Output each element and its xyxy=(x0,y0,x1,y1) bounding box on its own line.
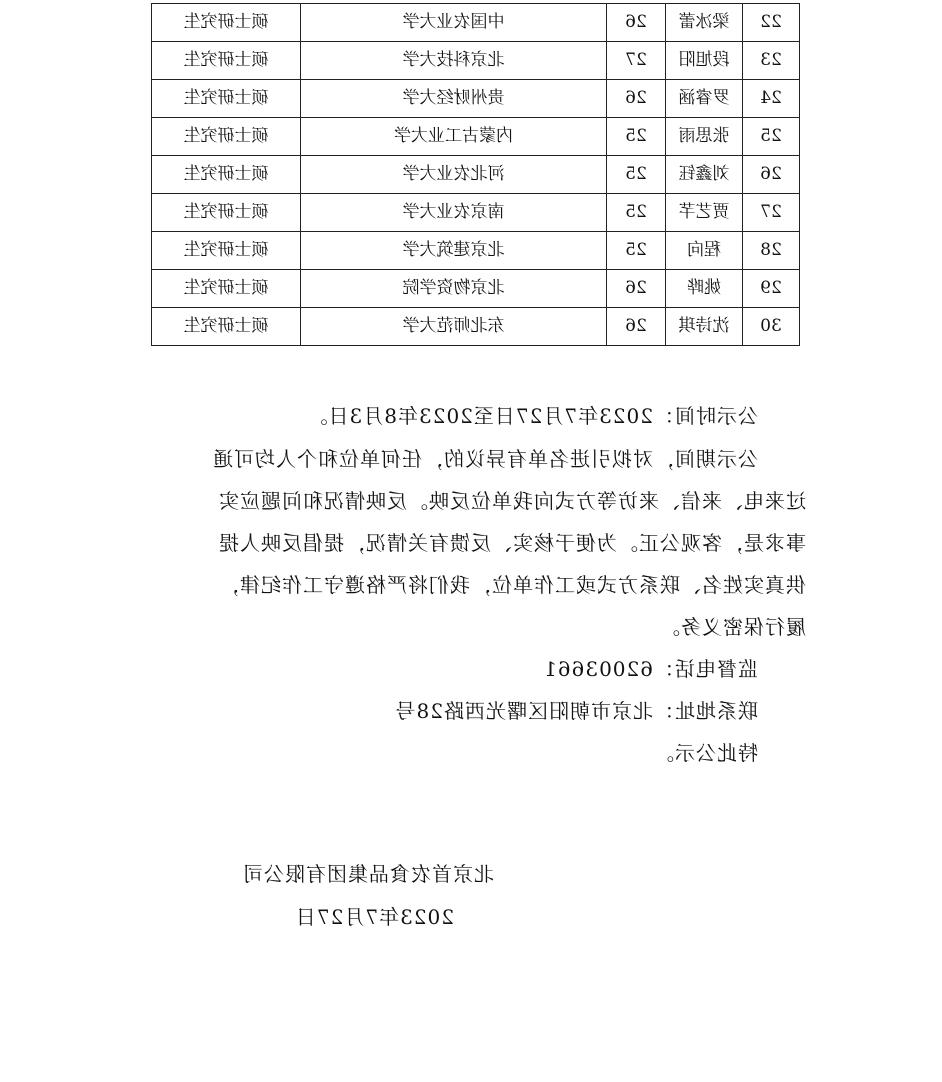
cell-school: 北京建筑大学 xyxy=(301,232,607,270)
table-row xyxy=(152,118,800,156)
table-row xyxy=(152,194,800,232)
cell-degree: 硕士研究生 xyxy=(152,118,301,156)
cell-name: 段旭阳 xyxy=(666,42,743,80)
cell-school: 北京科技大学 xyxy=(301,42,607,80)
cell-name: 贾艺芊 xyxy=(666,194,743,232)
cell-no: 26 xyxy=(743,156,800,194)
cell-degree: 硕士研究生 xyxy=(152,80,301,118)
notice-body-line: 事求是，客观公正。为便于核实、反馈有关情况，提倡反映人提 xyxy=(218,531,806,555)
notice-body-line: 供真实姓名、联系方式或工作单位，我们将严格遵守工作纪律， xyxy=(218,573,806,597)
cell-degree: 硕士研究生 xyxy=(152,156,301,194)
cell-degree: 硕士研究生 xyxy=(152,232,301,270)
cell-name: 张思雨 xyxy=(666,118,743,156)
cell-name: 梁冰蕾 xyxy=(666,4,743,42)
candidate-table-body xyxy=(152,4,800,346)
cell-age: 26 xyxy=(607,80,666,118)
cell-age: 26 xyxy=(607,270,666,308)
table-row xyxy=(152,42,800,80)
cell-degree: 硕士研究生 xyxy=(152,308,301,346)
cell-school: 中国农业大学 xyxy=(301,4,607,42)
cell-school: 南京农业大学 xyxy=(301,194,607,232)
supervision-phone: 监督电话：62003661 xyxy=(543,657,758,681)
cell-no: 24 xyxy=(743,80,800,118)
cell-age: 25 xyxy=(607,118,666,156)
notice-body-line: 公示期间，对拟引进名单有异议的，任何单位和个人均可通 xyxy=(212,447,758,471)
notice-body-line: 履行保密义务。 xyxy=(659,615,806,639)
notice-closing: 特此公示。 xyxy=(653,741,758,765)
cell-degree: 硕士研究生 xyxy=(152,270,301,308)
cell-age: 26 xyxy=(607,4,666,42)
cell-name: 罗睿涵 xyxy=(666,80,743,118)
table-row xyxy=(152,308,800,346)
table-row xyxy=(152,270,800,308)
cell-name: 沈诗琪 xyxy=(666,308,743,346)
contact-address: 联系地址：北京市朝阳区曙光西路28号 xyxy=(394,699,758,723)
cell-no: 28 xyxy=(743,232,800,270)
cell-degree: 硕士研究生 xyxy=(152,42,301,80)
cell-no: 23 xyxy=(743,42,800,80)
cell-name: 刘鑫钰 xyxy=(666,156,743,194)
notice-period: 公示时间：2023年7月27日至2023年8月3日。 xyxy=(306,404,758,428)
notice-body-line: 过来电、来信、来访等方式向我单位反映。反映情况和问题应实 xyxy=(218,489,806,513)
table-row xyxy=(152,4,800,42)
cell-age: 27 xyxy=(607,42,666,80)
cell-no: 30 xyxy=(743,308,800,346)
cell-age: 26 xyxy=(607,308,666,346)
cell-age: 25 xyxy=(607,232,666,270)
cell-degree: 硕士研究生 xyxy=(152,194,301,232)
cell-name: 姚晔 xyxy=(666,270,743,308)
cell-no: 27 xyxy=(743,194,800,232)
cell-name: 程向 xyxy=(666,232,743,270)
cell-age: 25 xyxy=(607,194,666,232)
table-row xyxy=(152,80,800,118)
cell-no: 22 xyxy=(743,4,800,42)
cell-school: 河北农业大学 xyxy=(301,156,607,194)
table-row xyxy=(152,232,800,270)
cell-school: 北京物资学院 xyxy=(301,270,607,308)
cell-school: 内蒙古工业大学 xyxy=(301,118,607,156)
table-row xyxy=(152,156,800,194)
cell-school: 东北师范大学 xyxy=(301,308,607,346)
cell-school: 贵州财经大学 xyxy=(301,80,607,118)
cell-no: 25 xyxy=(743,118,800,156)
cell-degree: 硕士研究生 xyxy=(152,4,301,42)
signature-company: 北京首农食品集团有限公司 xyxy=(242,862,494,886)
candidate-table xyxy=(151,3,800,346)
signature-date: 2023年7月27日 xyxy=(294,905,454,929)
cell-no: 29 xyxy=(743,270,800,308)
cell-age: 25 xyxy=(607,156,666,194)
